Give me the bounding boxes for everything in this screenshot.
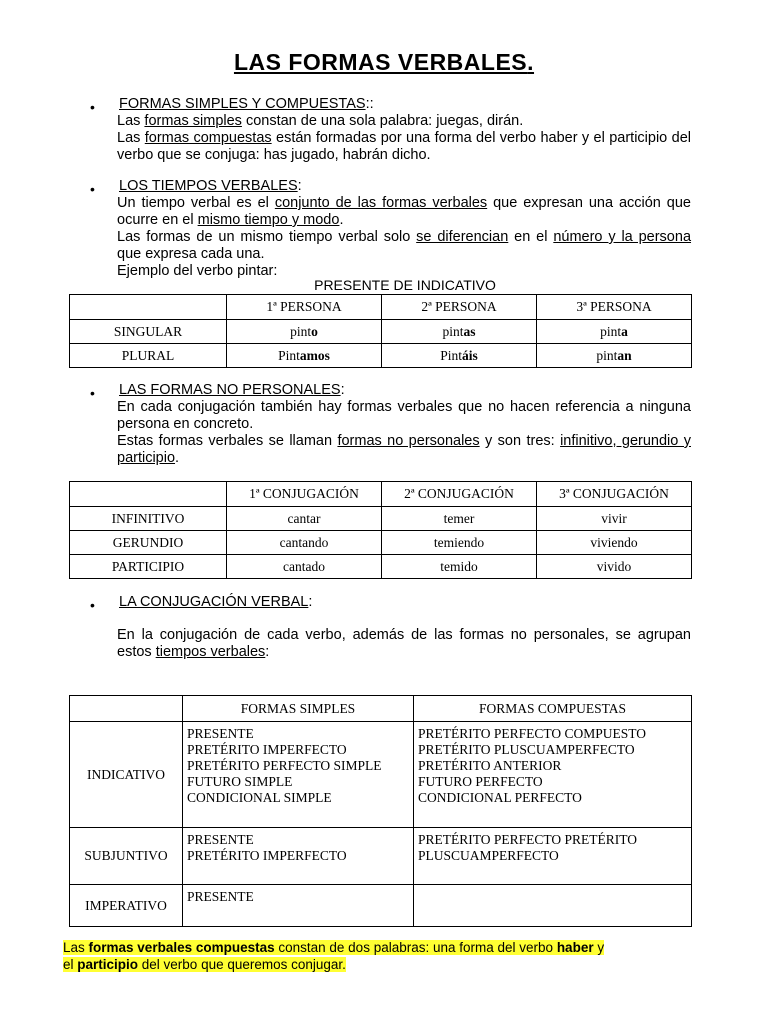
- tense-list-cell: [414, 885, 692, 927]
- paragraph: En cada conjugación también hay formas verbales que no hacen referencia a ninguna persona en concreto.: [117, 399, 691, 432]
- column-header: 2ª PERSONA: [382, 295, 537, 320]
- tense-list-cell: [183, 885, 414, 927]
- section-no-personales: [117, 382, 691, 467]
- table-row: [70, 344, 692, 368]
- tense-item: CONDICIONAL SIMPLE: [187, 790, 332, 805]
- tense-item: PRESENTE: [187, 832, 254, 847]
- paragraph: En la conjugación de cada verbo, además de las formas no personales, se agrupan estos tiempos verbales:: [117, 627, 691, 660]
- row-label: SINGULAR: [70, 320, 227, 344]
- table-row: [70, 531, 692, 555]
- table-row: [70, 722, 692, 828]
- tense-item: PRETÉRITO IMPERFECTO: [187, 848, 347, 863]
- tense-list-cell: [414, 828, 692, 885]
- tense-item: PRETÉRITO PERFECTO PRETÉRITO: [418, 832, 638, 847]
- non-personal-forms-table: [69, 481, 692, 579]
- row-label: GERUNDIO: [70, 531, 227, 555]
- table-cell: cantando: [227, 531, 382, 555]
- verb-stem: Pint: [440, 347, 462, 363]
- verb-stem: pint: [600, 323, 622, 339]
- row-label: INFINITIVO: [70, 507, 227, 531]
- tense-list-cell: [414, 722, 692, 828]
- tense-item: FUTURO PERFECTO: [418, 774, 543, 789]
- tense-list-cell: [183, 722, 414, 828]
- verb-stem: pint: [290, 323, 312, 339]
- section-conjugacion: [117, 594, 691, 661]
- paragraph: Un tiempo verbal es el conjunto de las formas verbales que expresan una acción que ocurre en el mismo tiempo y modo.: [117, 195, 691, 228]
- table-caption: PRESENTE DE INDICATIVO: [314, 277, 496, 293]
- bullet-icon: •: [90, 385, 95, 401]
- row-label: SUBJUNTIVO: [70, 828, 183, 885]
- section-heading: FORMAS SIMPLES Y COMPUESTAS::: [119, 96, 374, 112]
- tense-item: PRETÉRITO IMPERFECTO: [187, 742, 347, 757]
- table-cell: viviendo: [537, 531, 692, 555]
- column-header: 3ª PERSONA: [537, 295, 692, 320]
- column-header: 2ª CONJUGACIÓN: [382, 482, 537, 507]
- tense-list-cell: [183, 828, 414, 885]
- verb-form-cell: [227, 344, 382, 368]
- verb-form-cell: [537, 320, 692, 344]
- paragraph: Ejemplo del verbo pintar:: [117, 263, 278, 279]
- tense-item: PRETÉRITO ANTERIOR: [418, 758, 562, 773]
- column-header: 1ª PERSONA: [227, 295, 382, 320]
- verb-ending: a: [621, 323, 628, 339]
- tense-item: PRESENTE: [187, 889, 254, 904]
- verb-form-cell: [537, 344, 692, 368]
- table-header-row: [70, 295, 692, 320]
- tense-item: FUTURO SIMPLE: [187, 774, 293, 789]
- column-header: 3ª CONJUGACIÓN: [537, 482, 692, 507]
- table-cell: temiendo: [382, 531, 537, 555]
- bullet-icon: •: [90, 181, 95, 197]
- table-row: [70, 555, 692, 579]
- verb-stem: Pint: [278, 347, 300, 363]
- bullet-icon: •: [90, 99, 95, 115]
- section-formas-simples: [117, 96, 691, 164]
- table-cell: vivir: [537, 507, 692, 531]
- row-label: PARTICIPIO: [70, 555, 227, 579]
- verb-ending: áis: [462, 347, 478, 363]
- column-header: [70, 295, 227, 320]
- table-row: [70, 828, 692, 885]
- verb-stem: pint: [442, 323, 464, 339]
- verb-ending: o: [311, 323, 318, 339]
- verb-stem: pint: [596, 347, 618, 363]
- table-header-row: [70, 696, 692, 722]
- paragraph: Las formas simples constan de una sola palabra: juegas, dirán.: [117, 113, 524, 129]
- verb-form-cell: [382, 344, 537, 368]
- table-cell: cantado: [227, 555, 382, 579]
- table-cell: temido: [382, 555, 537, 579]
- bullet-icon: •: [90, 597, 95, 613]
- column-header: FORMAS COMPUESTAS: [414, 696, 692, 722]
- tense-item: PRETÉRITO PERFECTO SIMPLE: [187, 758, 382, 773]
- table-cell: cantar: [227, 507, 382, 531]
- table-cell: vivido: [537, 555, 692, 579]
- row-label: IMPERATIVO: [70, 885, 183, 927]
- tense-item: PRETÉRITO PLUSCUAMPERFECTO: [418, 742, 635, 757]
- table-row: [70, 320, 692, 344]
- verb-ending: an: [617, 347, 632, 363]
- row-label: INDICATIVO: [70, 722, 183, 828]
- verb-form-cell: [382, 320, 537, 344]
- tense-item: PRESENTE: [187, 726, 254, 741]
- column-header: 1ª CONJUGACIÓN: [227, 482, 382, 507]
- table-row: [70, 885, 692, 927]
- table-cell: temer: [382, 507, 537, 531]
- paragraph: Las formas de un mismo tiempo verbal solo se diferencian en el número y la persona que expresa cada una.: [117, 229, 692, 262]
- tense-item: PLUSCUAMPERFECTO: [418, 848, 559, 863]
- verb-ending: as: [463, 323, 476, 339]
- row-label: PLURAL: [70, 344, 227, 368]
- highlighted-note: Las formas verbales compuestas constan de dos palabras: una forma del verbo haber y el participio del verbo que queremos conjugar.: [63, 940, 605, 972]
- section-heading: LA CONJUGACIÓN VERBAL:: [119, 594, 313, 610]
- paragraph: Estas formas verbales se llaman formas no personales y son tres: infinitivo, gerundio y participio.: [117, 433, 691, 466]
- verb-tenses-table: [69, 695, 692, 927]
- section-tiempos-verbales: [117, 178, 691, 280]
- tense-item: PRETÉRITO PERFECTO COMPUESTO: [418, 726, 647, 741]
- verb-ending: amos: [299, 347, 330, 363]
- section-heading: LAS FORMAS NO PERSONALES:: [119, 382, 345, 398]
- section-heading: LOS TIEMPOS VERBALES:: [119, 178, 302, 194]
- tense-item: CONDICIONAL PERFECTO: [418, 790, 582, 805]
- table-header-row: [70, 482, 692, 507]
- table-row: [70, 507, 692, 531]
- column-header: [70, 696, 183, 722]
- column-header: FORMAS SIMPLES: [183, 696, 414, 722]
- verb-form-cell: [227, 320, 382, 344]
- column-header: [70, 482, 227, 507]
- paragraph: Las formas compuestas están formadas por una forma del verbo haber y el participio del verbo que se conjuga: has jugado, habrán dicho.: [117, 130, 691, 163]
- present-indicative-table: [69, 294, 692, 368]
- page-title: LAS FORMAS VERBALES.: [233, 49, 535, 75]
